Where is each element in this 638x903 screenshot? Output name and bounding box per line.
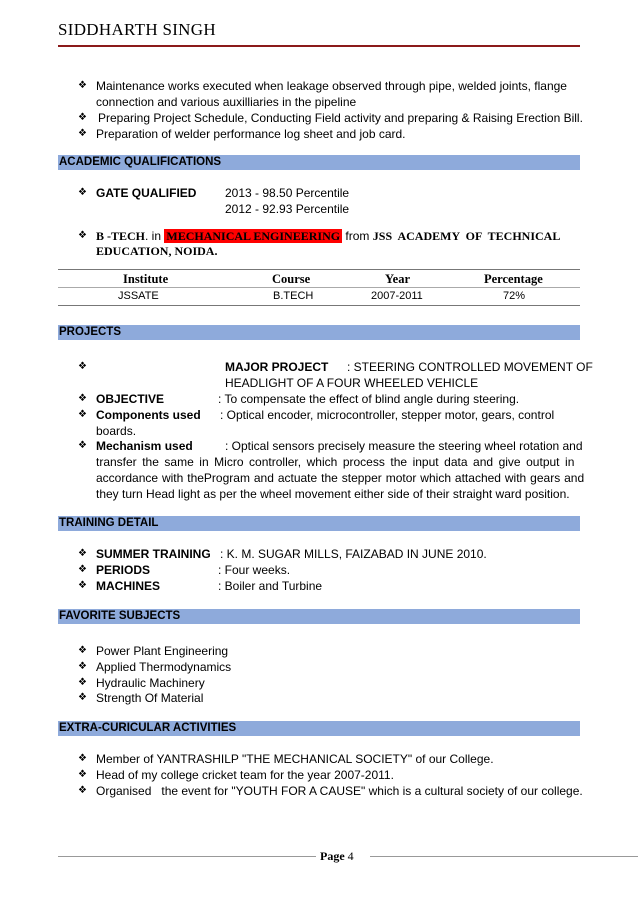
diamond-bullet-icon: ❖ [78, 230, 87, 241]
diamond-bullet-icon: ❖ [78, 645, 87, 656]
diamond-bullet-icon: ❖ [78, 692, 87, 703]
btech-in: . in [145, 229, 162, 243]
table-rule-bottom [58, 305, 580, 306]
mechanism-value: : Optical sensors precisely measure the steering wheel rotation and [225, 439, 583, 453]
components-label: Components used [96, 408, 201, 422]
diamond-bullet-icon: ❖ [78, 409, 87, 420]
periods-value: : Four weeks. [218, 563, 291, 577]
diamond-bullet-icon: ❖ [78, 548, 87, 559]
header-rule [58, 45, 580, 47]
periods-label: PERIODS [96, 563, 151, 577]
table-header-year: Year [385, 272, 410, 286]
section-favorite-title: FAVORITE SUBJECTS [58, 609, 580, 624]
list-item: Power Plant Engineering [96, 644, 229, 658]
list-item: connection and various auxilliaries in the pipeline [96, 95, 357, 109]
list-item: Head of my college cricket team for the year 2007-2011. [96, 768, 394, 782]
diamond-bullet-icon: ❖ [78, 112, 87, 123]
objective-value: : To compensate the effect of blind angle during steering. [218, 392, 520, 406]
machines-value: : Boiler and Turbine [218, 579, 323, 593]
list-item: Preparation of welder performance log sheet and job card. [96, 127, 406, 141]
diamond-bullet-icon: ❖ [78, 785, 87, 796]
diamond-bullet-icon: ❖ [78, 769, 87, 780]
components-value-line2: boards. [96, 424, 137, 438]
section-extra-title: EXTRA-CURICULAR ACTIVITIES [58, 721, 580, 736]
diamond-bullet-icon: ❖ [78, 564, 87, 575]
diamond-bullet-icon: ❖ [78, 128, 87, 139]
machines-label: MACHINES [96, 579, 161, 593]
diamond-bullet-icon: ❖ [78, 187, 87, 198]
diamond-bullet-icon: ❖ [78, 80, 87, 91]
gate-label: GATE QUALIFIED [96, 186, 197, 200]
table-cell-institute: JSSATE [118, 290, 159, 302]
list-item: Maintenance works executed when leakage observed through pipe, welded joints, flange [96, 79, 567, 93]
mechanism-value-line4: they turn Head light as per the wheel movement either side of their straight ward position. [96, 487, 570, 501]
diamond-bullet-icon: ❖ [78, 393, 87, 404]
major-project-label: MAJOR PROJECT [225, 360, 329, 374]
resume-name: SIDDHARTH SINGH [58, 20, 216, 39]
footer-rule-right [370, 856, 638, 857]
gate-score-2012: 2012 - 92.93 Percentile [225, 202, 350, 216]
list-item: Hydraulic Machinery [96, 676, 205, 690]
diamond-bullet-icon: ❖ [78, 361, 87, 372]
list-item: Applied Thermodynamics [96, 660, 232, 674]
objective-label: OBJECTIVE [96, 392, 165, 406]
table-cell-course: B.TECH [273, 290, 314, 302]
diamond-bullet-icon: ❖ [78, 677, 87, 688]
btech-line [96, 228, 580, 244]
summer-training-label: SUMMER TRAINING [96, 547, 211, 561]
mechanism-value-line2: transfer the same in Micro controller, which process the input data and give output in [96, 455, 575, 469]
table-cell-percentage: 72% [503, 290, 526, 302]
table-header-institute: Institute [123, 272, 169, 286]
mechanism-value-line3: accordance with theProgram and actuate the stepper motor which attached with gears and [96, 471, 585, 485]
major-project-value: : STEERING CONTROLLED MOVEMENT OF [347, 360, 593, 374]
btech-from: from [345, 229, 370, 243]
list-item: Strength Of Material [96, 691, 204, 705]
diamond-bullet-icon: ❖ [78, 661, 87, 672]
gate-score-2013: 2013 - 98.50 Percentile [225, 186, 350, 200]
btech-branch: MECHANICAL ENGINEERING [166, 229, 341, 243]
summer-training-value: : K. M. SUGAR MILLS, FAIZABAD IN JUNE 2010. [220, 547, 487, 561]
mechanism-label: Mechanism used [96, 439, 193, 453]
table-header-percentage: Percentage [484, 272, 543, 286]
diamond-bullet-icon: ❖ [78, 753, 87, 764]
diamond-bullet-icon: ❖ [78, 440, 87, 451]
table-header-course: Course [272, 272, 311, 286]
table-rule-top [58, 269, 580, 270]
section-training-title: TRAINING DETAIL [58, 516, 580, 531]
list-item: Organised the event for "YOUTH FOR A CAUSE" which is a cultural society of our college. [96, 784, 583, 798]
section-projects-title: PROJECTS [58, 325, 580, 340]
list-item: Member of YANTRASHILP "THE MECHANICAL SOCIETY" of our College. [96, 752, 494, 766]
footer-rule-left [58, 856, 316, 857]
page-number: Page 4 [320, 849, 354, 863]
diamond-bullet-icon: ❖ [78, 580, 87, 591]
components-value: : Optical encoder, microcontroller, stepper motor, gears, control [220, 408, 555, 422]
section-academic-title: ACADEMIC QUALIFICATIONS [58, 155, 580, 170]
btech-label: B -TECH [96, 229, 146, 243]
btech-college-line2: EDUCATION, NOIDA. [96, 244, 218, 258]
btech-college: JSS ACADEMY OF TECHNICAL [372, 229, 561, 243]
list-item: Preparing Project Schedule, Conducting Field activity and preparing & Raising Erection Bill. [98, 111, 583, 125]
major-project-value-line2: HEADLIGHT OF A FOUR WHEELED VEHICLE [225, 376, 479, 390]
table-cell-year: 2007-2011 [371, 290, 423, 302]
